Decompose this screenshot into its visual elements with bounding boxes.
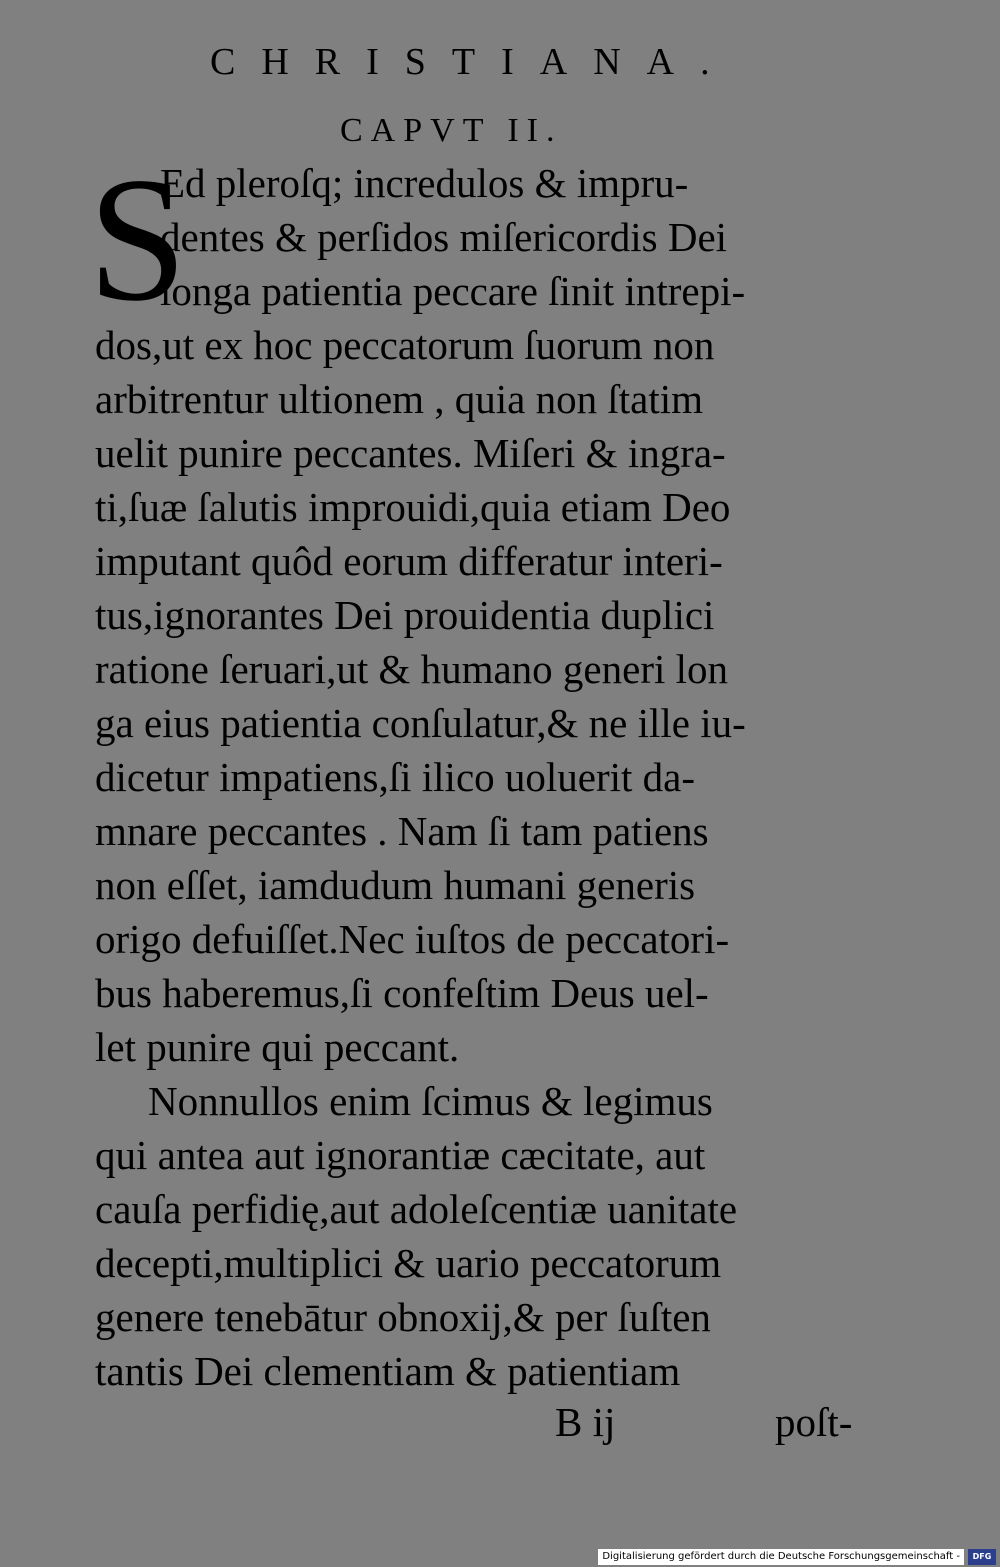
text-line: cauſa perfidię,aut adoleſcentiæ uanitate bbox=[95, 1186, 738, 1232]
text-line: imputant quôd eorum differatur interi- bbox=[95, 538, 723, 584]
text-line: arbitrentur ultionem , quia non ſtatim bbox=[95, 376, 704, 422]
text-line: genere tenebātur obnoxij,& per ſuſten bbox=[95, 1294, 711, 1340]
catchword: poſt- bbox=[775, 1399, 853, 1445]
text-line: tantis Dei clementiam & patientiam bbox=[95, 1348, 681, 1394]
text-line: Nonnullos enim ſcimus & legimus bbox=[148, 1078, 713, 1124]
dfg-logo: DFG bbox=[968, 1549, 996, 1565]
running-head: CHRISTIANA. bbox=[210, 41, 736, 83]
text-line: tus,ignorantes Dei prouidentia duplici bbox=[95, 592, 715, 638]
text-line: origo defuiſſet.Nec iuſtos de peccatori- bbox=[95, 916, 730, 962]
text-line: longa patientia peccare ſinit intrepi- bbox=[160, 268, 746, 314]
text-line: dos,ut ex hoc peccatorum ſuorum non bbox=[95, 322, 715, 368]
text-line: qui antea aut ignorantiæ cæcitate, aut bbox=[95, 1132, 706, 1178]
text-line: dentes & perſidos miſericordis Dei bbox=[160, 214, 728, 260]
drop-cap: S bbox=[88, 140, 187, 338]
digitization-credit: Digitalisierung gefördert durch die Deutsche Forschungsgemeinschaft - bbox=[598, 1549, 964, 1565]
chapter-heading: CAPVT II. bbox=[340, 112, 563, 149]
text-line: dicetur impatiens,ſi ilico uoluerit da- bbox=[95, 754, 696, 800]
text-line: ratione ſeruari,ut & humano generi lon bbox=[95, 646, 729, 692]
text-line: Ed pleroſq; incredulos & impru- bbox=[160, 160, 689, 206]
signature-mark: B ij bbox=[555, 1399, 616, 1445]
text-line: uelit punire peccantes. Miſeri & ingra- bbox=[95, 430, 726, 476]
text-line: non eſſet, iamdudum humani generis bbox=[95, 862, 696, 908]
text-line: let punire qui peccant. bbox=[95, 1024, 460, 1070]
text-line: ga eius patientia conſulatur,& ne ille iu- bbox=[95, 700, 746, 746]
text-line: mnare peccantes . Nam ſi tam patiens bbox=[95, 808, 709, 854]
text-line: ti,ſuæ ſalutis improuidi,quia etiam Deo bbox=[95, 484, 731, 530]
text-line: bus haberemus,ſi confeſtim Deus uel- bbox=[95, 970, 709, 1016]
text-line: decepti,multiplici & uario peccatorum bbox=[95, 1240, 722, 1286]
